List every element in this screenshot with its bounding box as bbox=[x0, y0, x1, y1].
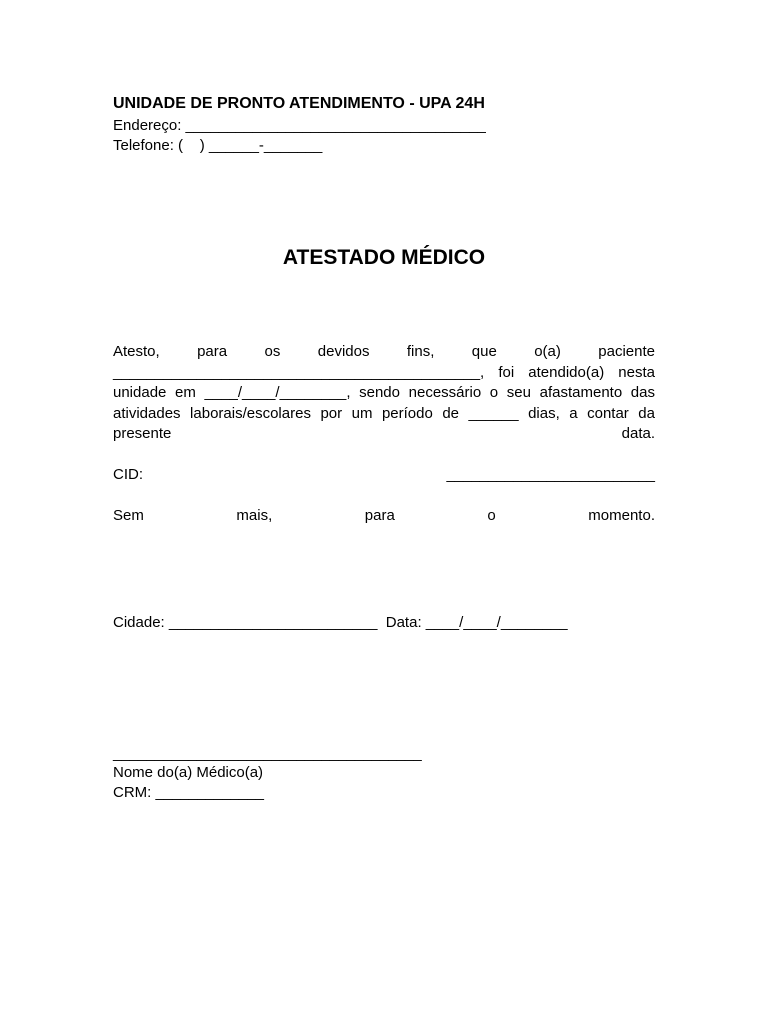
cid-label: CID: bbox=[113, 466, 143, 483]
body-line: ____________________________________________, foi atendido(a) nesta bbox=[113, 363, 655, 381]
cid-row bbox=[113, 465, 655, 485]
body-line: atividades laborais/escolares por um período de ______ dias, a contar da bbox=[113, 404, 655, 422]
signature-line: _____________________________________ bbox=[113, 745, 422, 762]
closing-line: Sem mais, para o momento. bbox=[113, 507, 655, 524]
body-line: unidade em ____/____/________, sendo necessário o seu afastamento das bbox=[113, 384, 655, 401]
document-title: ATESTADO MÉDICO bbox=[282, 246, 486, 269]
city-date-row: Cidade: _________________________ Data: ____/____/________ bbox=[113, 614, 568, 631]
phone-field: Telefone: ( ) ______-_______ bbox=[113, 137, 323, 154]
crm-field: CRM: _____________ bbox=[113, 784, 264, 801]
address-field: Endereço: ____________________________________ bbox=[113, 117, 486, 134]
unit-title: UNIDADE DE PRONTO ATENDIMENTO - UPA 24H bbox=[113, 95, 485, 112]
certificate-body bbox=[113, 342, 655, 445]
body-line: presente data. bbox=[113, 425, 655, 442]
cid-blank: _________________________ bbox=[446, 466, 655, 483]
body-line: Atesto, para os devidos fins, que o(a) paciente bbox=[113, 343, 655, 360]
doctor-name-label: Nome do(a) Médico(a) bbox=[113, 764, 264, 781]
